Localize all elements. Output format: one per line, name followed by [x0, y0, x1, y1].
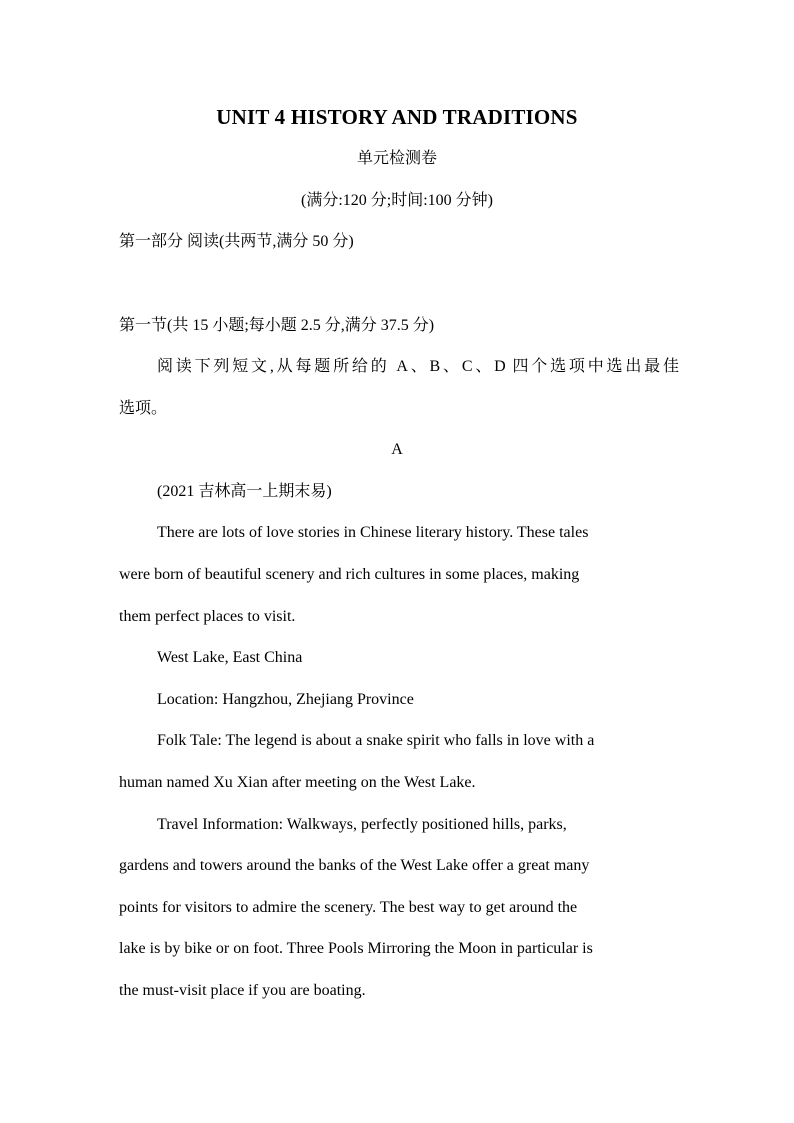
- intro-line-3: them perfect places to visit.: [119, 608, 296, 625]
- travel-line-3: points for visitors to admire the scenery. The best way to get around the: [119, 899, 578, 916]
- folk-tale-line-1: Folk Tale: The legend is about a snake spirit who falls in love with a: [157, 732, 595, 749]
- passage-source: (2021 吉林高一上期末易): [157, 483, 332, 500]
- travel-line-4: lake is by bike or on foot. Three Pools Mirroring the Moon in particular is: [119, 940, 593, 957]
- section-instruction-line-2: 选项。: [119, 400, 168, 417]
- passage-label: A: [391, 441, 403, 458]
- section-instruction-line-1: 阅读下列短文,从每题所给的 A、B、C、D 四个选项中选出最佳: [157, 358, 679, 375]
- travel-line-2: gardens and towers around the banks of the West Lake offer a great many: [119, 857, 590, 874]
- section-one-heading: 第一节(共 15 小题;每小题 2.5 分,满分 37.5 分): [119, 317, 435, 334]
- score-time-info: (满分:120 分;时间:100 分钟): [301, 192, 493, 209]
- location-line: Location: Hangzhou, Zhejiang Province: [157, 691, 414, 708]
- folk-tale-line-2: human named Xu Xian after meeting on the West Lake.: [119, 774, 476, 791]
- intro-line-1: There are lots of love stories in Chinese literary history. These tales: [157, 524, 589, 541]
- place-name: West Lake, East China: [157, 649, 303, 666]
- test-subtitle: 单元检测卷: [356, 150, 437, 167]
- intro-line-2: were born of beautiful scenery and rich cultures in some places, making: [119, 566, 580, 583]
- unit-title: UNIT 4 HISTORY AND TRADITIONS: [216, 105, 578, 129]
- travel-line-1: Travel Information: Walkways, perfectly positioned hills, parks,: [157, 816, 567, 833]
- part-one-heading: 第一部分 阅读(共两节,满分 50 分): [119, 233, 354, 250]
- travel-line-5: the must-visit place if you are boating.: [119, 982, 366, 999]
